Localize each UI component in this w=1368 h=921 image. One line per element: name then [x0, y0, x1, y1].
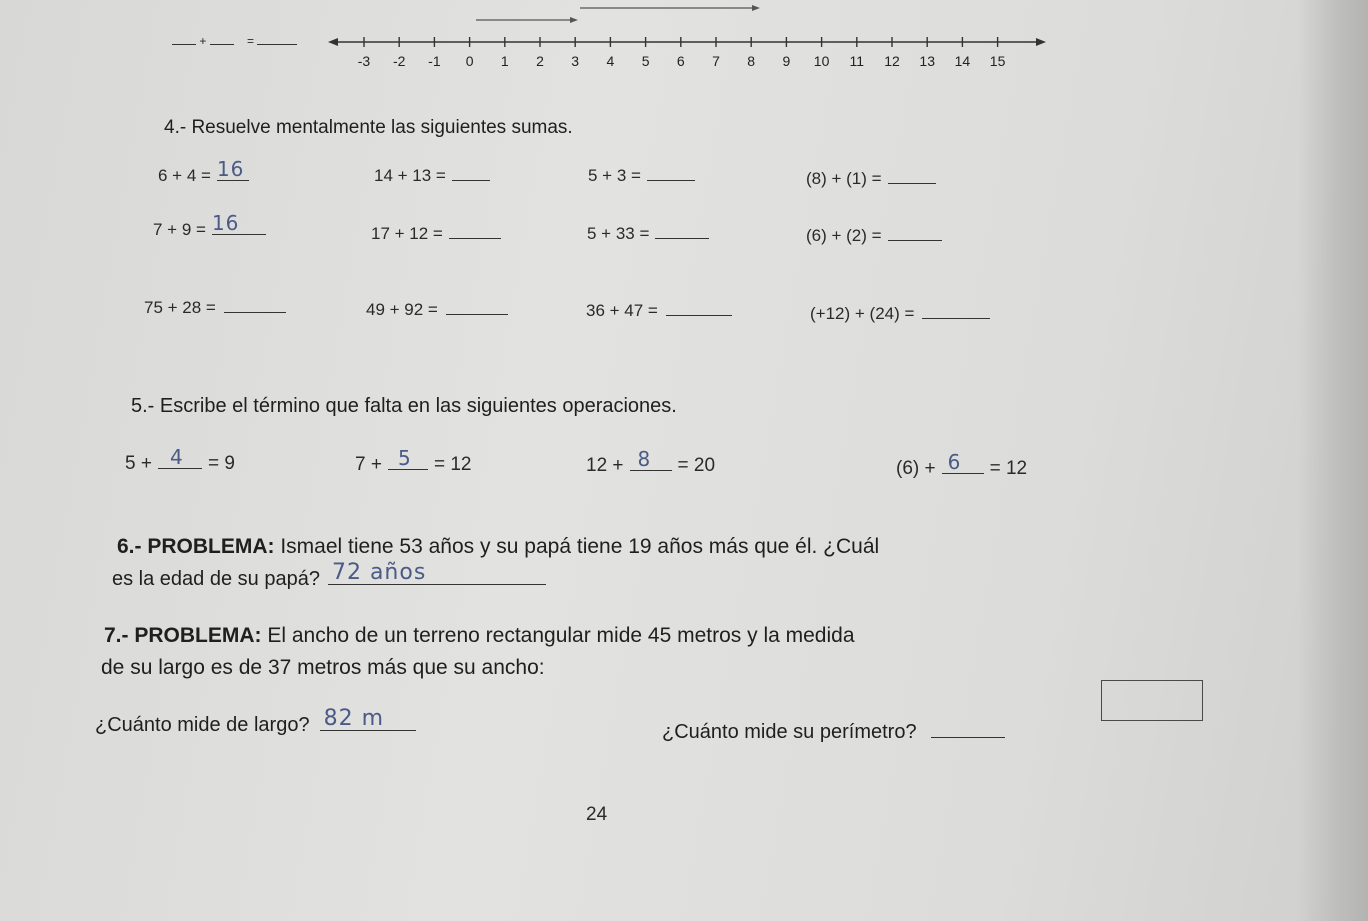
tick-label: -2	[392, 53, 406, 69]
sum-item	[371, 220, 501, 244]
sum-item	[810, 300, 990, 324]
answer-blank[interactable]	[224, 294, 286, 313]
tick-label: 7	[712, 53, 720, 69]
blank	[257, 32, 297, 45]
tick-label: -3	[357, 53, 371, 69]
page-shadow-edge	[1298, 0, 1368, 921]
answer-blank[interactable]	[320, 706, 416, 731]
answer-blank[interactable]	[158, 445, 202, 469]
section4-title: 4.- Resuelve mentalmente las siguientes sumas.	[164, 117, 573, 138]
tick-label: 15	[989, 53, 1006, 69]
sum-expr: 17 + 12 =	[371, 224, 443, 243]
term-suffix: = 9	[207, 453, 235, 474]
problem6-question: es la edad de su papá?	[112, 568, 320, 590]
term-prefix: 5 +	[125, 453, 152, 474]
tick-label: 9	[782, 53, 791, 69]
answer-blank[interactable]	[942, 450, 984, 474]
sum-expr: 5 + 3 =	[588, 166, 641, 185]
term-prefix: 7 +	[355, 454, 382, 475]
handwritten-answer: 16	[211, 211, 240, 235]
sum-expr: (6) + (2) =	[806, 226, 882, 245]
answer-blank[interactable]	[647, 162, 695, 181]
handwritten-answer: 16	[216, 157, 245, 181]
plus-sign: +	[199, 34, 207, 48]
sum-expr: 7 + 9 =	[153, 220, 206, 239]
answer-blank[interactable]	[888, 222, 942, 241]
sum-item	[374, 162, 490, 186]
term-suffix: = 20	[677, 455, 716, 476]
sum-item	[158, 157, 249, 186]
page-number: 24	[586, 804, 608, 825]
blank	[210, 32, 234, 45]
equals-sign: =	[247, 34, 255, 48]
sum-expr: 5 + 33 =	[587, 224, 650, 243]
problem7-label: 7.- PROBLEMA:	[104, 624, 262, 647]
tick-label: 13	[919, 53, 935, 69]
numberline-equation	[172, 32, 297, 48]
answer-blank[interactable]	[446, 296, 508, 315]
answer-blank[interactable]	[655, 220, 709, 239]
tick-label: 4	[606, 53, 615, 69]
sum-item	[366, 296, 508, 320]
problem6-label: 6.- PROBLEMA:	[117, 535, 275, 558]
answer-blank[interactable]	[666, 297, 732, 316]
sum-item	[806, 222, 942, 246]
sum-expr: (+12) + (24) =	[810, 304, 915, 323]
answer-blank[interactable]	[328, 560, 546, 585]
answer-blank[interactable]	[630, 447, 672, 471]
tick-label: 10	[813, 53, 830, 69]
sum-expr: 75 + 28 =	[144, 298, 216, 317]
tick-label: 6	[676, 53, 685, 69]
tick-label: 2	[536, 53, 544, 69]
rectangle-figure	[1101, 680, 1203, 721]
answer-blank[interactable]	[452, 162, 490, 181]
sum-item	[587, 220, 709, 244]
missing-term-item	[355, 446, 472, 476]
tick-label: 8	[747, 53, 756, 69]
sum-expr: 36 + 47 =	[586, 301, 658, 320]
blank	[172, 32, 196, 45]
answer-blank[interactable]	[216, 157, 249, 181]
tick-label: 1	[500, 53, 509, 69]
tick-label: 5	[641, 53, 650, 69]
term-suffix: = 12	[989, 458, 1028, 479]
problem7-text2: de su largo es de 37 metros más que su ancho:	[101, 656, 545, 679]
problem7-line2	[101, 656, 545, 680]
problem7-line1	[104, 624, 855, 648]
arrow-lines	[470, 2, 770, 26]
answer-blank[interactable]	[922, 300, 990, 319]
tick-label: 0	[465, 53, 474, 69]
sum-item	[586, 297, 732, 321]
length-question: ¿Cuánto mide de largo?	[95, 714, 310, 736]
section5-title: 5.- Escribe el término que falta en las siguientes operaciones.	[131, 395, 677, 417]
tick-label: 14	[954, 53, 971, 69]
term-suffix: = 12	[433, 454, 472, 475]
missing-term-item	[586, 447, 716, 477]
number-line	[328, 34, 1048, 74]
handwritten-answer: 4	[169, 445, 184, 469]
handwritten-answer: 8	[637, 447, 652, 471]
handwritten-answer: 82 m	[323, 706, 384, 731]
handwritten-answer: 6	[947, 450, 962, 474]
answer-blank[interactable]	[211, 211, 266, 235]
answer-blank[interactable]	[931, 719, 1005, 738]
answer-blank[interactable]	[449, 220, 501, 239]
sum-item	[588, 162, 695, 186]
sum-expr: (8) + (1) =	[806, 169, 882, 188]
sum-item	[153, 211, 266, 240]
problem7-q2	[662, 719, 1005, 744]
tick-label: -1	[428, 53, 441, 69]
problem6-text: Ismael tiene 53 años y su papá tiene 19 años más que él. ¿Cuál	[274, 535, 880, 558]
problem7-q1	[95, 706, 416, 737]
handwritten-answer: 5	[397, 446, 412, 470]
sum-item	[144, 294, 286, 318]
answer-blank[interactable]	[388, 446, 428, 470]
sum-expr: 14 + 13 =	[374, 166, 446, 185]
perimeter-question: ¿Cuánto mide su perímetro?	[662, 721, 917, 743]
problem6-line2	[112, 560, 546, 591]
missing-term-item	[896, 450, 1028, 480]
answer-blank[interactable]	[888, 165, 936, 184]
handwritten-answer: 72 años	[331, 560, 427, 585]
problem6-line1	[117, 535, 879, 559]
term-prefix: (6) +	[896, 458, 936, 479]
sum-expr: 6 + 4 =	[158, 166, 211, 185]
term-prefix: 12 +	[586, 455, 624, 476]
tick-label: 3	[571, 53, 580, 69]
tick-label: 12	[884, 53, 900, 69]
tick-label: 11	[849, 53, 865, 69]
sum-expr: 49 + 92 =	[366, 300, 438, 319]
problem7-text: El ancho de un terreno rectangular mide 45 metros y la medida	[261, 624, 855, 647]
sum-item	[806, 165, 936, 189]
missing-term-item	[125, 445, 235, 475]
